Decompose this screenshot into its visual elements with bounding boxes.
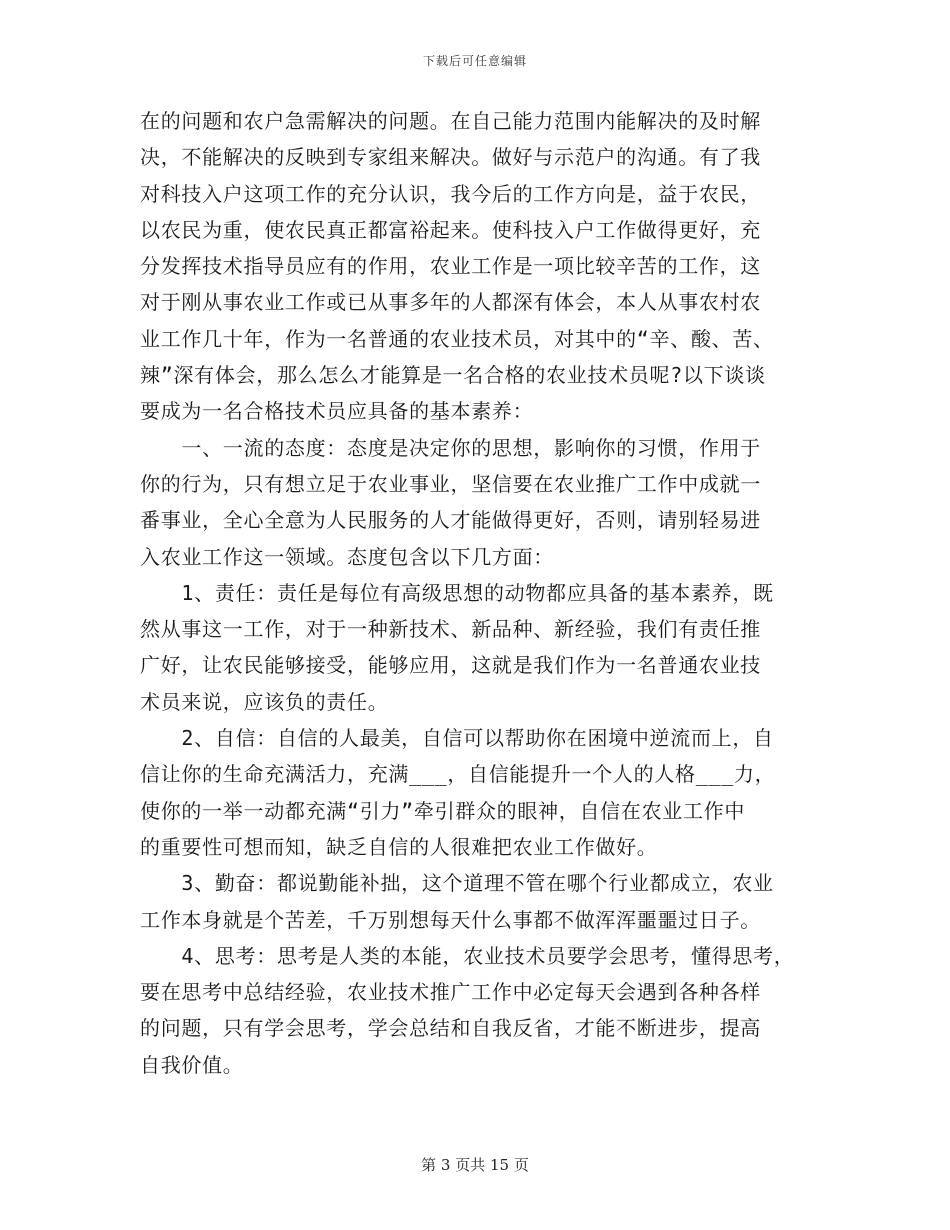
text-line: 入农业工作这一领域。态度包含以下几方面： <box>140 544 554 569</box>
text-line: 的问题，只有学会思考，学会总结和自我反省，才能不断进步，提高 <box>140 1016 761 1041</box>
text-line: 辣”深有体会，那么怎么才能算是一名合格的农业技术员呢?以下谈谈 <box>140 363 766 388</box>
text-line: 对科技入户这项工作的充分认识，我今后的工作方向是，益于农民， <box>140 181 761 206</box>
document-body <box>140 103 830 1083</box>
text-line: 3、勤奋：都说勤能补拙，这个道理不管在哪个行业都成立，农业 <box>140 871 774 896</box>
page-header-note: 下载后可任意编辑 <box>422 54 527 68</box>
text-line: 的重要性可想而知，缺乏自信的人很难把农业工作做好。 <box>140 834 658 859</box>
text-line: 广好，让农民能够接受，能够应用，这就是我们作为一名普通农业技 <box>140 653 761 678</box>
text-line: 要在思考中总结经验，农业技术推广工作中必定每天会遇到各种各样 <box>140 980 761 1005</box>
text-line: 决，不能解决的反映到专家组来解决。做好与示范户的沟通。有了我 <box>140 145 761 170</box>
text-line: 要成为一名合格技术员应具备的基本素养： <box>140 399 534 424</box>
text-line: 4、思考：思考是人类的本能，农业技术员要学会思考，懂得思考， <box>140 943 795 968</box>
text-line: 以农民为重，使农民真正都富裕起来。使科技入户工作做得更好，充 <box>140 217 761 242</box>
text-line: 使你的一举一动都充满“引力”牵引群众的眼神，自信在农业工作中 <box>140 798 746 823</box>
text-line: 业工作几十年，作为一名普通的农业技术员，对其中的“辛、酸、苦、 <box>140 326 774 351</box>
text-line: 1、责任：责任是每位有高级思想的动物都应具备的基本素养，既 <box>140 580 774 605</box>
text-line: 一、一流的态度：态度是决定你的思想，影响你的习惯，作用于 <box>140 435 761 460</box>
text-line: 你的行为，只有想立足于农业事业，坚信要在农业推广工作中成就一 <box>140 471 761 496</box>
text-line: 对于刚从事农业工作或已从事多年的人都深有体会，本人从事农村农 <box>140 290 761 315</box>
text-line: 然从事这一工作，对于一种新技术、新品种、新经验，我们有责任推 <box>140 617 761 642</box>
page-number: 第 3 页共 15 页 <box>421 1156 529 1174</box>
text-line: 自我价值。 <box>140 1052 244 1077</box>
text-line: 工作本身就是个苦差，千万别想每天什么事都不做浑浑噩噩过日子。 <box>140 907 761 932</box>
text-line: 术员来说，应该负的责任。 <box>140 689 389 714</box>
text-line: 在的问题和农户急需解决的问题。在自己能力范围内能解决的及时解 <box>140 109 761 133</box>
text-line: 分发挥技术指导员应有的作用，农业工作是一项比较辛苦的工作，这 <box>140 254 761 279</box>
text-line: 番事业，全心全意为人民服务的人才能做得更好，否则，请别轻易进 <box>140 508 761 533</box>
text-line: 2、自信：自信的人最美，自信可以帮助你在困境中逆流而上，自 <box>140 726 774 751</box>
text-line: 信让你的生命充满活力，充满___，自信能提升一个人的人格___力， <box>140 762 776 787</box>
